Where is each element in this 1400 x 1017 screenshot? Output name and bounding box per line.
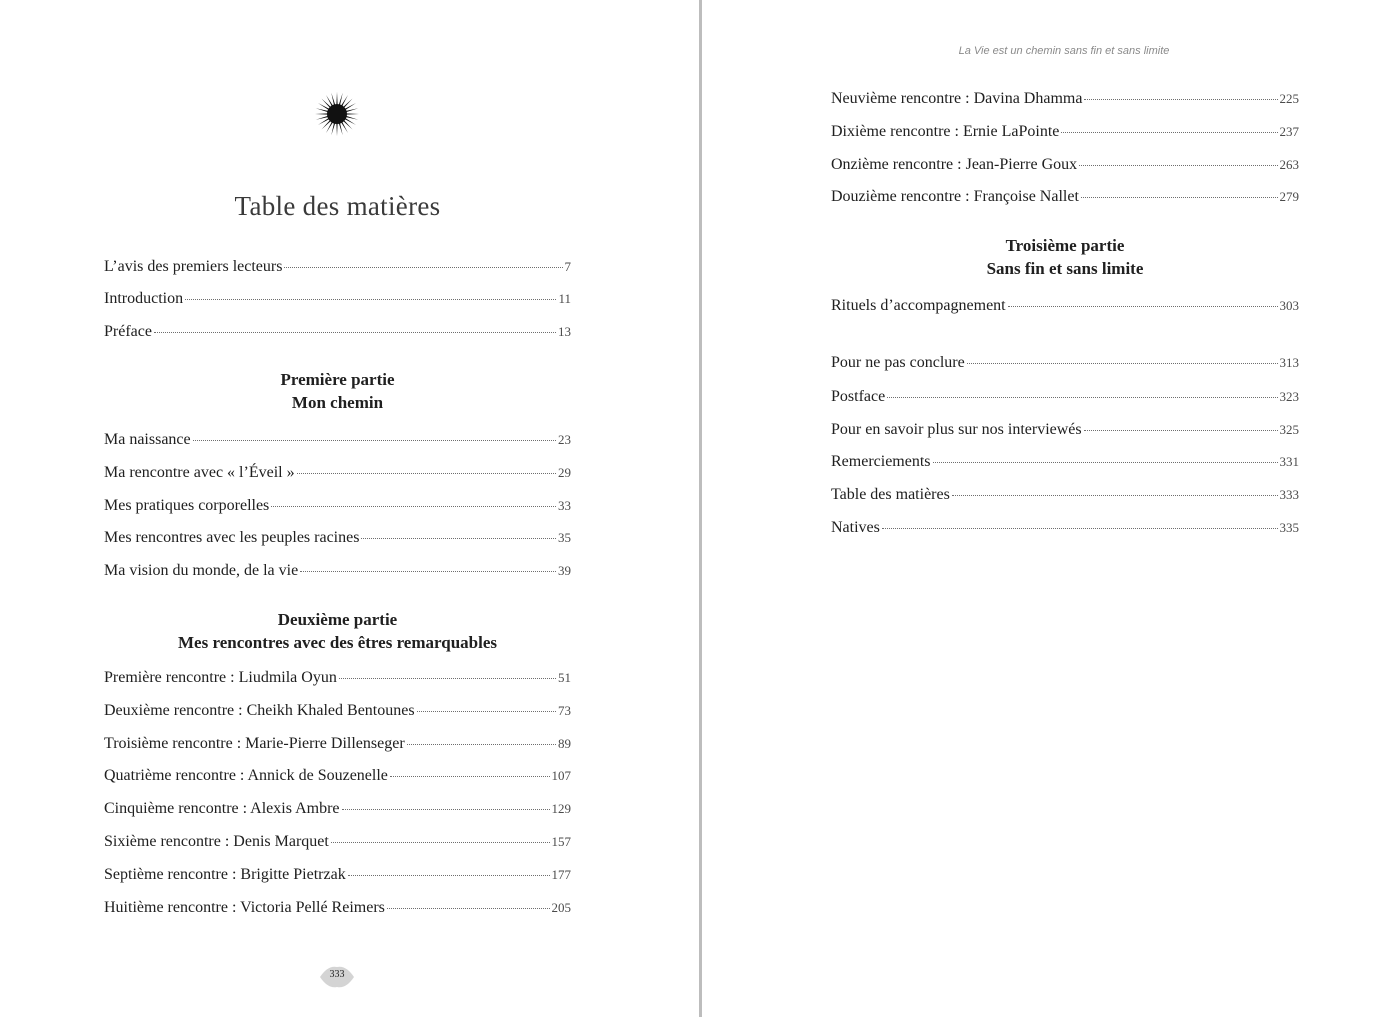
dot-leader <box>284 267 562 268</box>
toc-entry[interactable] <box>104 733 571 755</box>
toc-entry-page: 89 <box>558 736 571 751</box>
sun-ray <box>343 120 353 130</box>
dot-leader <box>271 506 556 507</box>
toc-entry[interactable] <box>104 667 571 689</box>
part-heading-line1: Troisième partie <box>1005 236 1125 255</box>
part-heading-line1: Première partie <box>280 370 395 389</box>
dot-leader <box>331 842 550 843</box>
toc-entry-label: Table des matières <box>831 486 950 503</box>
toc-entry[interactable] <box>104 897 571 919</box>
toc-entry[interactable] <box>104 864 571 886</box>
toc-entry[interactable] <box>104 560 571 582</box>
dot-leader <box>339 678 556 679</box>
dot-leader <box>887 397 1277 398</box>
toc-entry-label: Natives <box>831 519 880 536</box>
dot-leader <box>1079 165 1277 166</box>
toc-entry-label: Pour en savoir plus sur nos interviewés <box>831 421 1082 438</box>
sun-ray <box>336 123 337 136</box>
toc-entry-page: 331 <box>1279 454 1299 469</box>
toc-entry-label: Pour ne pas conclure <box>831 354 965 371</box>
toc-entry-page: 107 <box>551 768 571 783</box>
toc-entry[interactable] <box>831 295 1299 317</box>
dot-leader <box>1084 430 1278 431</box>
part-heading-line2: Mes rencontres avec des êtres remarquables <box>178 633 497 652</box>
toc-entry[interactable] <box>831 154 1299 176</box>
part-heading <box>831 234 1299 280</box>
toc-entry-label: Deuxième rencontre : Cheikh Khaled Bentounes <box>104 702 415 719</box>
sun-ray <box>339 123 343 136</box>
toc-entry-page: 157 <box>551 834 571 849</box>
toc-entry-page: 237 <box>1279 124 1299 139</box>
sun-ray <box>336 92 337 105</box>
toc-entry-label: Huitième rencontre : Victoria Pellé Reimers <box>104 899 385 916</box>
toc-entry-label: Remerciements <box>831 453 931 470</box>
toc-entry[interactable] <box>104 256 571 278</box>
toc-entry[interactable] <box>104 798 571 820</box>
toc-entry-page: 33 <box>558 498 571 513</box>
dot-leader <box>417 711 556 712</box>
toc-entry-page: 263 <box>1279 157 1299 172</box>
toc-entry[interactable] <box>104 462 571 484</box>
sun-ray <box>321 120 331 130</box>
dot-leader <box>300 571 556 572</box>
toc-entry-page: 333 <box>1279 487 1299 502</box>
dot-leader <box>882 528 1278 529</box>
dot-leader <box>154 332 556 333</box>
toc-entry-page: 313 <box>1279 355 1299 370</box>
sun-ray <box>341 95 348 107</box>
toc-entry-label: L’avis des premiers lecteurs <box>104 258 283 275</box>
page-number-folio <box>318 964 356 990</box>
toc-entry-label: Troisième rencontre : Marie-Pierre Dillenseger <box>104 735 405 752</box>
toc-entry[interactable] <box>831 186 1299 208</box>
toc-entry[interactable] <box>104 831 571 853</box>
toc-entry-label: Quatrième rencontre : Annick de Souzenelle <box>104 767 388 784</box>
dot-leader <box>952 495 1278 496</box>
page-number: 333 <box>329 969 345 980</box>
sun-ray <box>326 121 333 133</box>
toc-entry[interactable] <box>831 121 1299 143</box>
toc-entry-label: Introduction <box>104 290 184 307</box>
sun-ray <box>315 113 328 114</box>
toc-entry[interactable] <box>831 484 1299 506</box>
toc-entry-label: Ma naissance <box>104 431 191 448</box>
toc-entry-label: Septième rencontre : Brigitte Pietrzak <box>104 866 346 883</box>
dot-leader <box>348 875 550 876</box>
dot-leader <box>407 744 556 745</box>
toc-entry[interactable] <box>104 527 571 549</box>
part-heading-line1: Deuxième partie <box>277 610 398 629</box>
toc-entry-page: 335 <box>1279 520 1299 535</box>
toc-entry[interactable] <box>831 352 1299 374</box>
sun-ray <box>316 116 329 120</box>
toc-entry[interactable] <box>104 765 571 787</box>
toc-entry-label: Douzième rencontre : Françoise Nallet <box>831 188 1079 205</box>
page-title: Table des matières <box>234 191 441 221</box>
dot-leader <box>387 908 550 909</box>
toc-entry-page: 73 <box>558 703 571 718</box>
toc-entry-page: 323 <box>1279 389 1299 404</box>
toc-entry[interactable] <box>104 495 571 517</box>
toc-entry-page: 205 <box>551 900 571 915</box>
running-head: La Vie est un chemin sans fin et sans limite <box>958 45 1170 57</box>
toc-entry-page: 303 <box>1279 298 1299 313</box>
part-heading-line2: Mon chemin <box>291 393 384 412</box>
toc-entry[interactable] <box>831 88 1299 110</box>
sun-ray <box>326 95 333 107</box>
toc-entry-label: Sixième rencontre : Denis Marquet <box>104 833 329 850</box>
toc-entry-label: Ma vision du monde, de la vie <box>104 562 299 579</box>
toc-entry-label: Mes pratiques corporelles <box>104 497 270 514</box>
part-heading <box>104 608 571 654</box>
toc-entry-page: 23 <box>558 432 571 447</box>
dot-leader <box>967 363 1278 364</box>
sun-ray <box>346 116 359 120</box>
toc-entry-label: Onzième rencontre : Jean-Pierre Goux <box>831 156 1078 173</box>
dot-leader <box>185 299 556 300</box>
sun-ray <box>341 121 348 133</box>
dot-leader <box>361 538 556 539</box>
toc-entry[interactable] <box>831 451 1299 473</box>
dot-leader <box>390 776 550 777</box>
sun-ray <box>316 108 329 112</box>
dot-leader <box>1061 132 1277 133</box>
toc-entry-page: 51 <box>558 670 571 685</box>
sun-ray <box>331 123 335 136</box>
toc-entry-label: Cinquième rencontre : Alexis Ambre <box>104 800 340 817</box>
toc-entry-label: Rituels d’accompagnement <box>831 297 1006 314</box>
right-page <box>702 0 1400 1017</box>
dot-leader <box>342 809 550 810</box>
part-heading <box>104 368 571 414</box>
toc-entry-page: 13 <box>558 324 571 339</box>
toc-entry-page: 279 <box>1279 189 1299 204</box>
toc-entry[interactable] <box>831 419 1299 441</box>
toc-entry-page: 225 <box>1279 91 1299 106</box>
dot-leader <box>1084 99 1277 100</box>
toc-entry-label: Postface <box>831 388 886 405</box>
sun-ray <box>339 93 343 106</box>
toc-entry-label: Dixième rencontre : Ernie LaPointe <box>831 123 1060 140</box>
toc-entry-page: 11 <box>558 291 571 306</box>
sun-ray <box>346 113 359 114</box>
toc-entry-page: 129 <box>551 801 571 816</box>
toc-entry[interactable] <box>104 700 571 722</box>
toc-entry-label: Mes rencontres avec les peuples racines <box>104 529 360 546</box>
toc-entry-label: Préface <box>104 323 152 340</box>
dot-leader <box>933 462 1278 463</box>
toc-entry[interactable] <box>104 288 571 310</box>
toc-entry-page: 7 <box>564 259 571 274</box>
sun-ray <box>343 98 353 108</box>
sun-ray <box>318 103 330 110</box>
toc-entry-page: 39 <box>558 563 571 578</box>
sun-ray <box>331 93 335 106</box>
sun-ray <box>318 118 330 125</box>
dot-leader <box>193 440 556 441</box>
toc-entry[interactable] <box>104 321 571 343</box>
toc-entry-label: Première rencontre : Liudmila Oyun <box>104 669 337 686</box>
toc-entry-label: Ma rencontre avec « l’Éveil » <box>104 464 295 481</box>
sun-ray <box>344 103 356 110</box>
toc-entry[interactable] <box>831 517 1299 539</box>
sun-burst-icon <box>314 91 360 137</box>
sun-ray <box>346 108 359 112</box>
sun-ray <box>321 98 331 108</box>
toc-entry-label: Neuvième rencontre : Davina Dhamma <box>831 90 1083 107</box>
toc-entry[interactable] <box>831 386 1299 408</box>
dot-leader <box>1008 306 1278 307</box>
toc-entry-page: 29 <box>558 465 571 480</box>
dot-leader <box>1081 197 1278 198</box>
toc-entry-page: 325 <box>1279 422 1299 437</box>
toc-entry-page: 177 <box>551 867 571 882</box>
part-heading-line2: Sans fin et sans limite <box>986 259 1144 278</box>
sun-ray <box>344 118 356 125</box>
dot-leader <box>297 473 556 474</box>
toc-entry-page: 35 <box>558 530 571 545</box>
toc-entry[interactable] <box>104 429 571 451</box>
